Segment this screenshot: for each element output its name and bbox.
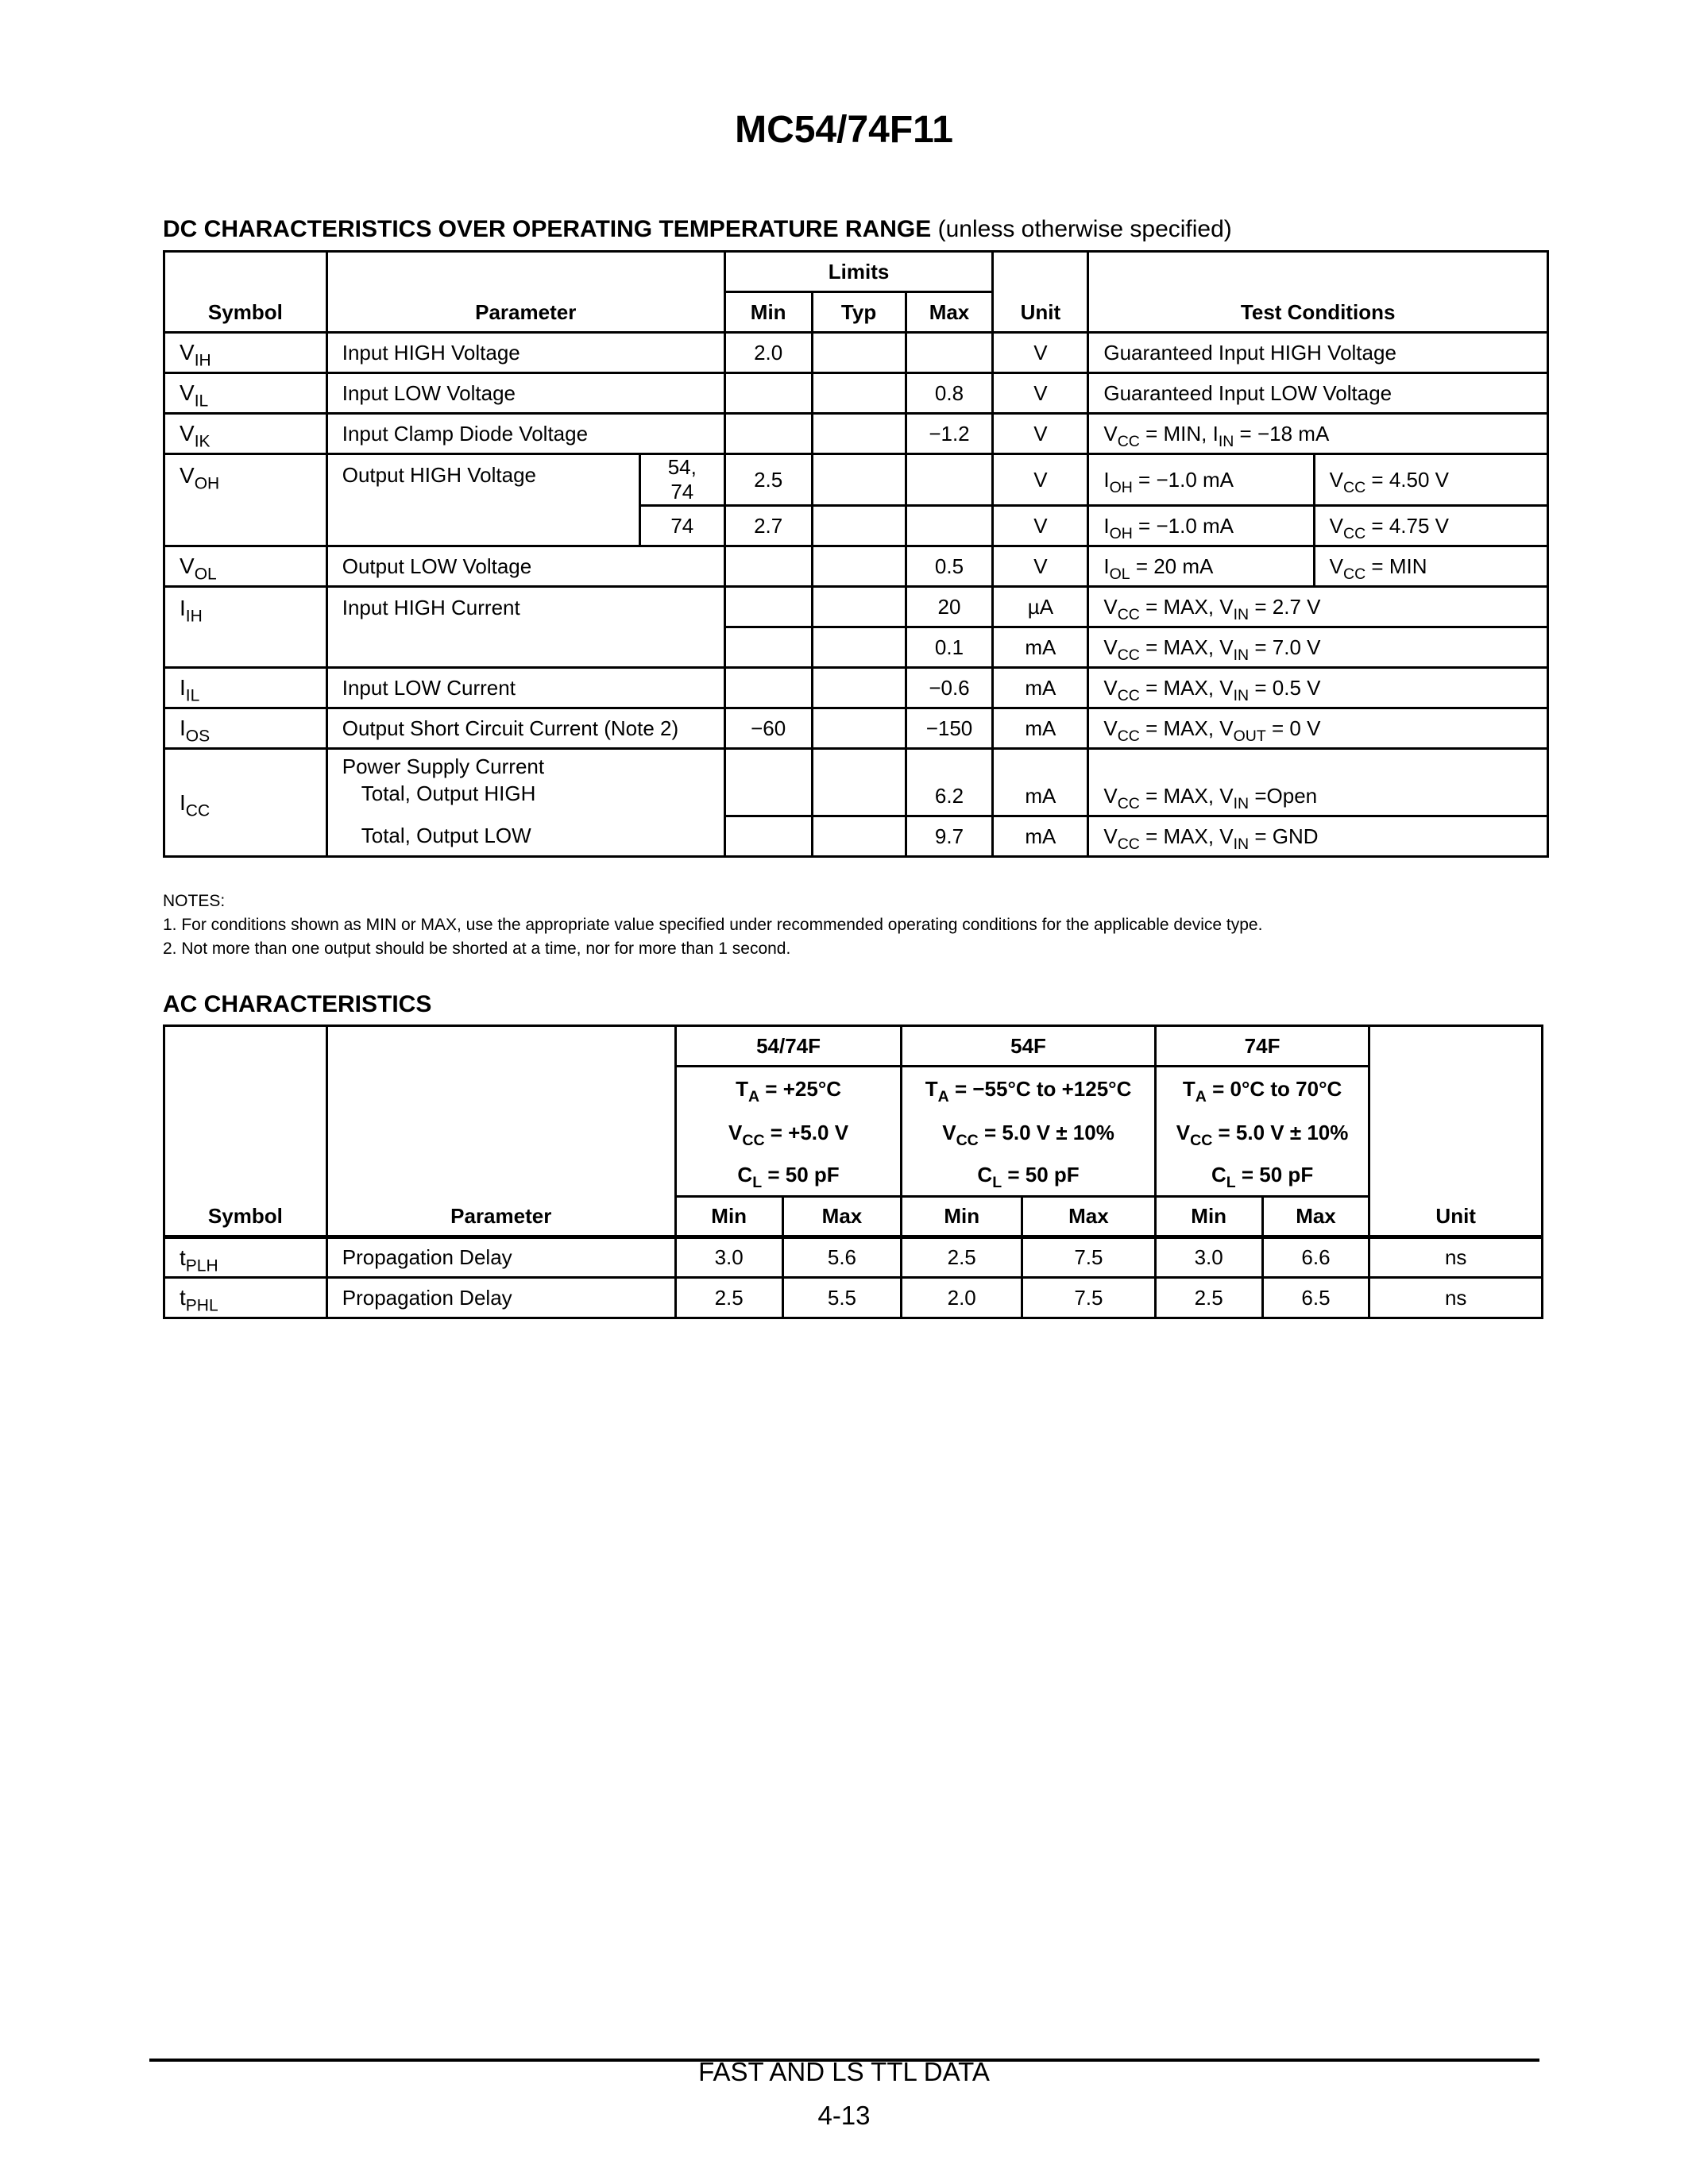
ac-cl-cell: $C_L = 50$ pF <box>1155 1156 1369 1197</box>
ac-table <box>163 1024 1543 1319</box>
parameter-cell: Total, Output LOW <box>326 816 724 857</box>
symbol-cell: $I_{OS}$ <box>164 708 327 749</box>
ac-cl-cell: $C_L = 50$ pF <box>675 1156 902 1197</box>
ac-header-max: Max <box>782 1197 902 1237</box>
table-row <box>164 749 1548 816</box>
dc-heading-bold: DC CHARACTERISTICS OVER OPERATING TEMPERATURE RANGE <box>163 216 932 242</box>
dc-header-row-1 <box>164 252 1548 292</box>
max-cell: 9.7 <box>906 816 993 857</box>
typ-cell <box>812 587 906 627</box>
min-cell <box>724 749 812 816</box>
max-cell: 0.5 <box>906 546 993 587</box>
value-cell: 7.5 <box>1022 1237 1156 1278</box>
parameter-cell: Input LOW Voltage <box>326 373 724 414</box>
ac-group-54-74f: 54/74F <box>675 1026 902 1067</box>
condition-cell: Guaranteed Input HIGH Voltage <box>1088 333 1548 373</box>
min-cell: 2.5 <box>724 454 812 506</box>
symbol-cell: $t_{PLH}$ <box>164 1237 327 1278</box>
note-2: 2. Not more than one output should be shorted at a time, nor for more than 1 second. <box>163 940 791 958</box>
ac-vcc-cell: $V_{CC} = 5.0$ V ± 10% <box>902 1111 1155 1156</box>
ac-header-max: Max <box>1022 1197 1156 1237</box>
max-cell <box>906 506 993 546</box>
ac-ta-cell: $T_A = -55^\circ C$ to +125°C <box>902 1067 1155 1111</box>
value-cell: 3.0 <box>675 1237 782 1278</box>
dc-header-parameter: Parameter <box>326 252 724 333</box>
typ-cell <box>812 454 906 506</box>
typ-cell <box>812 506 906 546</box>
ac-ta-cell: $T_A = 0^\circ C$ to 70°C <box>1155 1067 1369 1111</box>
symbol-cell: $t_{PHL}$ <box>164 1278 327 1318</box>
condition-cell: $V_{CC}$ = MAX, $V_{OUT} = 0$ V <box>1088 708 1548 749</box>
condition-cell: $V_{CC}$ = MAX, $V_{IN} = 7.0$ V <box>1088 627 1548 668</box>
min-cell <box>724 546 812 587</box>
symbol-cell: $I_{IL}$ <box>164 668 327 708</box>
value-cell: 6.6 <box>1262 1237 1369 1278</box>
parameter-cell: Propagation Delay <box>326 1237 675 1278</box>
parameter-cell: Output Short Circuit Current (Note 2) <box>326 708 724 749</box>
value-cell: 3.0 <box>1155 1237 1262 1278</box>
typ-cell <box>812 708 906 749</box>
unit-cell: V <box>993 333 1088 373</box>
dc-header-typ: Typ <box>812 292 906 333</box>
symbol-cell: $V_{IL}$ <box>164 373 327 414</box>
condition-cell: $I_{OL} = 20$ mA <box>1088 546 1314 587</box>
typ-cell <box>812 749 906 816</box>
unit-cell: mA <box>993 708 1088 749</box>
condition-cell: $V_{CC} = 4.75$ V <box>1314 506 1547 546</box>
parameter-cell <box>326 749 724 816</box>
parameter-cell: Propagation Delay <box>326 1278 675 1318</box>
max-cell: 0.1 <box>906 627 993 668</box>
max-cell <box>906 333 993 373</box>
max-cell: −150 <box>906 708 993 749</box>
symbol-cell: $V_{IK}$ <box>164 414 327 454</box>
condition-cell: $V_{CC}$ = MAX, $V_{IN} = 0.5$ V <box>1088 668 1548 708</box>
typ-cell <box>812 414 906 454</box>
table-row <box>164 1237 1543 1278</box>
ac-vcc-cell: $V_{CC} = +5.0$ V <box>675 1111 902 1156</box>
dc-heading-note: (unless otherwise specified) <box>937 216 1232 242</box>
value-cell: 5.5 <box>782 1278 902 1318</box>
ac-header-min: Min <box>902 1197 1022 1237</box>
min-cell: 2.0 <box>724 333 812 373</box>
typ-cell <box>812 627 906 668</box>
symbol-cell: $I_{IH}$ <box>164 587 327 668</box>
symbol-cell: $V_{OH}$ <box>164 454 327 546</box>
symbol-cell: $V_{IH}$ <box>164 333 327 373</box>
device-cell: 54, 74 <box>639 454 724 506</box>
parameter-cell: Input LOW Current <box>326 668 724 708</box>
condition-cell: $V_{CC} = 4.50$ V <box>1314 454 1547 506</box>
typ-cell <box>812 546 906 587</box>
max-cell: −0.6 <box>906 668 993 708</box>
note-1: 1. For conditions shown as MIN or MAX, use the appropriate value specified under recommended operating conditions for the applicable device type. <box>163 916 1263 934</box>
ac-vcc-cell: $V_{CC} = 5.0$ V ± 10% <box>1155 1111 1369 1156</box>
condition-cell: $I_{OH} = -1.0$ mA <box>1088 506 1314 546</box>
ac-heading: AC CHARACTERISTICS <box>163 991 432 1017</box>
output-high-label: Total, Output HIGH <box>361 781 536 805</box>
condition-cell: $V_{CC}$ = MIN, $I_{IN} = -18$ mA <box>1088 414 1548 454</box>
table-row <box>164 587 1548 627</box>
notes <box>163 889 1262 961</box>
condition-cell: $V_{CC}$ = MAX, $V_{IN}$ =Open <box>1088 749 1548 816</box>
min-cell <box>724 373 812 414</box>
max-cell: 6.2 <box>906 749 993 816</box>
min-cell <box>724 816 812 857</box>
value-cell: 5.6 <box>782 1237 902 1278</box>
unit-cell: V <box>993 373 1088 414</box>
parameter-cell: Output HIGH Voltage <box>326 454 639 546</box>
power-supply-label: Power Supply Current <box>342 754 545 778</box>
condition-cell: $I_{OH} = -1.0$ mA <box>1088 454 1314 506</box>
notes-label: NOTES: <box>163 892 226 910</box>
condition-cell: $V_{CC}$ = MAX, $V_{IN}$ = GND <box>1088 816 1548 857</box>
value-cell: 6.5 <box>1262 1278 1369 1318</box>
table-row <box>164 373 1548 414</box>
table-row <box>164 816 1548 857</box>
dc-header-test: Test Conditions <box>1088 252 1548 333</box>
unit-cell: mA <box>993 627 1088 668</box>
value-cell: 7.5 <box>1022 1278 1156 1318</box>
symbol-cell: $I_{CC}$ <box>164 749 327 857</box>
ac-header-symbol: Symbol <box>164 1026 327 1237</box>
unit-cell: V <box>993 546 1088 587</box>
unit-cell: V <box>993 414 1088 454</box>
ac-group-54f: 54F <box>902 1026 1155 1067</box>
condition-cell: Guaranteed Input LOW Voltage <box>1088 373 1548 414</box>
unit-cell: mA <box>993 749 1088 816</box>
unit-cell: mA <box>993 816 1088 857</box>
min-cell <box>724 627 812 668</box>
dc-header-unit: Unit <box>993 252 1088 333</box>
device-cell: 74 <box>639 506 724 546</box>
ac-header-unit: Unit <box>1369 1026 1543 1237</box>
page-title: MC54/74F11 <box>735 109 953 151</box>
min-cell <box>724 414 812 454</box>
page-number: 4-13 <box>817 2101 871 2130</box>
typ-cell <box>812 668 906 708</box>
ac-header-max: Max <box>1262 1197 1369 1237</box>
footer-title: FAST AND LS TTL DATA <box>698 2057 990 2086</box>
unit-cell: mA <box>993 668 1088 708</box>
ac-header-row-1 <box>164 1026 1543 1067</box>
table-row <box>164 708 1548 749</box>
table-row <box>164 546 1548 587</box>
ac-group-74f: 74F <box>1155 1026 1369 1067</box>
max-cell: −1.2 <box>906 414 993 454</box>
table-row <box>164 414 1548 454</box>
dc-table <box>163 250 1549 858</box>
unit-cell: ns <box>1369 1237 1543 1278</box>
dc-header-limits: Limits <box>724 252 993 292</box>
condition-cell: $V_{CC}$ = MAX, $V_{IN} = 2.7$ V <box>1088 587 1548 627</box>
max-cell <box>906 454 993 506</box>
typ-cell <box>812 816 906 857</box>
max-cell: 20 <box>906 587 993 627</box>
condition-cell: $V_{CC}$ = MIN <box>1314 546 1547 587</box>
unit-cell: ns <box>1369 1278 1543 1318</box>
dc-header-min: Min <box>724 292 812 333</box>
value-cell: 2.5 <box>902 1237 1022 1278</box>
value-cell: 2.5 <box>1155 1278 1262 1318</box>
value-cell: 2.0 <box>902 1278 1022 1318</box>
ac-header-min: Min <box>1155 1197 1262 1237</box>
symbol-cell: $V_{OL}$ <box>164 546 327 587</box>
parameter-cell: Input HIGH Current <box>326 587 724 668</box>
table-row <box>164 454 1548 506</box>
min-cell <box>724 668 812 708</box>
dc-header-symbol: Symbol <box>164 252 327 333</box>
typ-cell <box>812 333 906 373</box>
unit-cell: V <box>993 506 1088 546</box>
max-cell: 0.8 <box>906 373 993 414</box>
ac-header-min: Min <box>675 1197 782 1237</box>
dc-header-max: Max <box>906 292 993 333</box>
unit-cell: µA <box>993 587 1088 627</box>
ac-cl-cell: $C_L = 50$ pF <box>902 1156 1155 1197</box>
ac-header-parameter: Parameter <box>326 1026 675 1237</box>
ac-ta-cell: $T_A = +25^\circ C$ <box>675 1067 902 1111</box>
dc-heading <box>163 216 1232 243</box>
table-row <box>164 1278 1543 1318</box>
min-cell: 2.7 <box>724 506 812 546</box>
min-cell: −60 <box>724 708 812 749</box>
table-row <box>164 333 1548 373</box>
parameter-cell: Input Clamp Diode Voltage <box>326 414 724 454</box>
parameter-cell: Output LOW Voltage <box>326 546 724 587</box>
table-row <box>164 668 1548 708</box>
value-cell: 2.5 <box>675 1278 782 1318</box>
unit-cell: V <box>993 454 1088 506</box>
parameter-cell: Input HIGH Voltage <box>326 333 724 373</box>
typ-cell <box>812 373 906 414</box>
min-cell <box>724 587 812 627</box>
